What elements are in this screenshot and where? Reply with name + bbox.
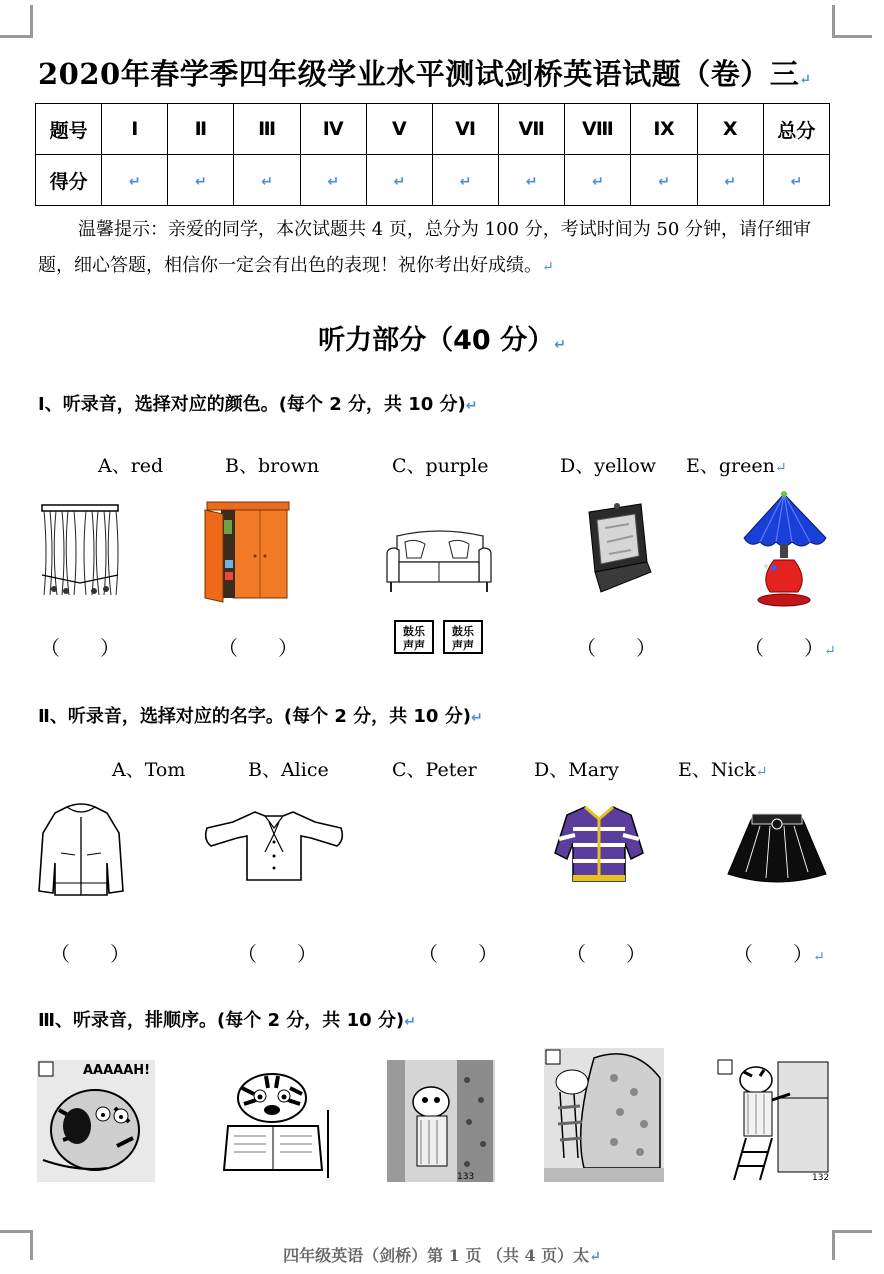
stamp-text: 声声 — [452, 639, 474, 652]
part2-option: A、Tom — [112, 759, 186, 781]
score-input-cell[interactable]: ↵ — [168, 155, 234, 206]
tip-text: 温馨提示：亲爱的同学，本次试题共 4 页，总分为 100 分，考试时间为 50 分钟，请仔细审题，细心答题，相信你一定会有出色的表现！祝你考出好成绩。↵ — [38, 219, 812, 276]
score-header-cell: Ⅰ — [102, 104, 168, 155]
skirt-image — [724, 810, 830, 886]
mirror-image — [581, 502, 653, 594]
tiger-reading-image — [210, 1070, 335, 1180]
score-row-label: 得分 — [36, 155, 102, 206]
part1-option: B、brown — [225, 455, 320, 477]
shirt-image — [203, 808, 345, 884]
score-table-score-row — [36, 155, 830, 206]
score-header-cell: Ⅲ — [234, 104, 300, 155]
crop-mark — [0, 1230, 33, 1233]
score-input-cell[interactable]: ↵ — [499, 155, 565, 206]
answer-paren[interactable]: （ ） — [218, 636, 298, 660]
score-input-cell[interactable]: ↵ — [763, 155, 829, 206]
score-input-cell[interactable]: ↵ — [366, 155, 432, 206]
part2-heading: Ⅱ、听录音，选择对应的名字。(每个 2 分，共 10 分)↵ — [38, 706, 483, 727]
crop-mark — [832, 1230, 872, 1233]
stamp-text: 声声 — [403, 639, 425, 652]
part1-heading: Ⅰ、听录音，选择对应的颜色。(每个 2 分，共 10 分)↵ — [38, 394, 478, 415]
part2-option: B、Alice — [248, 759, 329, 781]
part3-heading: Ⅲ、听录音，排顺序。(每个 2 分，共 10 分)↵ — [38, 1010, 416, 1031]
page-number: 132 — [812, 1173, 830, 1183]
answer-paren[interactable]: （ ） — [576, 636, 656, 660]
lamp-image — [740, 488, 830, 610]
part2-option: D、Mary — [534, 759, 619, 781]
scream-text: AAAAAH! — [83, 1063, 151, 1078]
answer-paren[interactable]: （ ）↵ — [744, 636, 836, 660]
part1-option: E、green↵ — [686, 455, 787, 477]
score-header-cell: Ⅳ — [300, 104, 366, 155]
answer-paren[interactable]: （ ） — [418, 942, 498, 966]
score-input-cell[interactable]: ↵ — [432, 155, 498, 206]
part2-option: C、Peter — [392, 759, 477, 781]
answer-paren[interactable]: （ ） — [50, 942, 130, 966]
sofa-image — [385, 528, 493, 598]
score-header-cell: Ⅱ — [168, 104, 234, 155]
answer-paren[interactable]: （ ） — [40, 636, 120, 660]
tiger-bed-image — [544, 1048, 664, 1182]
crop-mark — [0, 35, 33, 38]
score-table-header-row — [36, 104, 830, 155]
score-input-cell[interactable]: ↵ — [565, 155, 631, 206]
stamp-text: 鼓乐 — [452, 625, 474, 638]
sweater-image — [553, 803, 645, 885]
score-table — [35, 103, 830, 206]
stamp-text: 鼓乐 — [403, 625, 425, 638]
jacket-image — [37, 803, 125, 899]
part1-option: A、red — [98, 455, 164, 477]
score-input-cell[interactable]: ↵ — [631, 155, 697, 206]
score-header-cell: 题号 — [36, 104, 102, 155]
part1-option: C、purple — [392, 455, 489, 477]
score-header-cell: Ⅷ — [565, 104, 631, 155]
answer-paren[interactable]: （ ）↵ — [733, 942, 825, 966]
exam-title: 2020年春学季四年级学业水平测试剑桥英语试题（卷）三↵ — [38, 57, 812, 91]
score-header-cell: Ⅸ — [631, 104, 697, 155]
answer-paren[interactable]: （ ） — [566, 942, 646, 966]
score-header-cell: Ⅵ — [432, 104, 498, 155]
curtain-image — [40, 503, 120, 600]
score-input-cell[interactable]: ↵ — [234, 155, 300, 206]
score-header-cell: Ⅶ — [499, 104, 565, 155]
part1-option: D、yellow — [560, 455, 657, 477]
score-header-cell: Ⅹ — [697, 104, 763, 155]
page-number: 133 — [457, 1172, 475, 1182]
score-header-cell: Ⅴ — [366, 104, 432, 155]
score-header-cell: 总分 — [763, 104, 829, 155]
part2-option: E、Nick↵ — [678, 759, 768, 781]
page-footer: 四年级英语（剑桥）第 1 页 （共 4 页）太↵ — [283, 1246, 601, 1265]
tiger-tree-image — [387, 1060, 495, 1182]
crop-mark — [832, 35, 872, 38]
section-title: 听力部分（40 分）↵ — [318, 325, 566, 356]
stamp-image — [394, 620, 486, 654]
tiger-scream-image — [37, 1060, 155, 1182]
crop-mark — [30, 5, 33, 35]
score-input-cell[interactable]: ↵ — [697, 155, 763, 206]
tiger-ladder-image — [716, 1058, 830, 1182]
wardrobe-image — [203, 500, 293, 605]
answer-paren[interactable]: （ ） — [237, 942, 317, 966]
crop-mark — [832, 5, 835, 35]
score-input-cell[interactable]: ↵ — [300, 155, 366, 206]
score-input-cell[interactable]: ↵ — [102, 155, 168, 206]
